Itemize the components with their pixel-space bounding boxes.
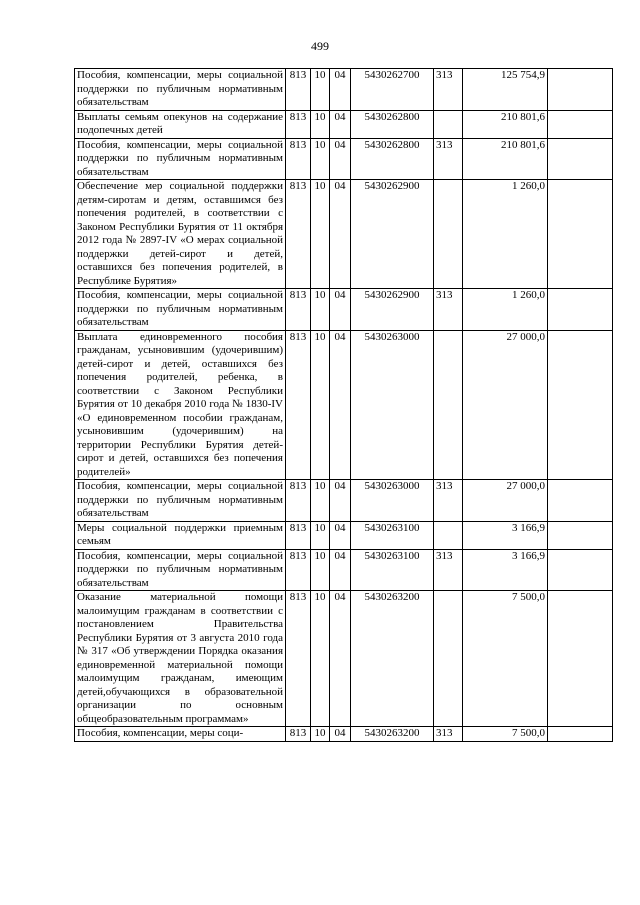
budget-table — [74, 68, 613, 742]
row-name: Выплата единовременного пособия гражданам, усыновившим (удочерившим) детей-сирот и детей, оставшихся без попечения родителей, ребенка, в соответствии с Законом Республики Бурятия от 10 декабря 2010 года № 1830-IV «О единовременном пособии гражданам, усыновившим (удочерившим) на территории Республики Бурятия детей-сирот и детей, оставшихся без попечения родителей» — [75, 330, 286, 480]
row-expense-type: 313 — [434, 69, 463, 111]
row-expense-type: 313 — [434, 727, 463, 742]
row-sum: 210 801,6 — [463, 138, 548, 180]
row-subsection-code: 04 — [330, 180, 351, 289]
row-sum: 27 000,0 — [463, 480, 548, 522]
row-target-article: 5430263000 — [351, 480, 434, 522]
row-section-code: 10 — [311, 727, 330, 742]
row-subsection-code: 04 — [330, 521, 351, 549]
table-row — [75, 69, 613, 111]
row-section-code: 10 — [311, 521, 330, 549]
row-name: Пособия, компенсации, меры социальной поддержки по публичным нормативным обязательствам — [75, 138, 286, 180]
page-number: 499 — [311, 39, 329, 53]
row-target-article: 5430263000 — [351, 330, 434, 480]
row-name: Выплаты семьям опекунов на содержание подопечных детей — [75, 110, 286, 138]
row-expense-type: 313 — [434, 138, 463, 180]
row-empty-cell — [548, 549, 613, 591]
row-empty-cell — [548, 180, 613, 289]
row-ved-code: 813 — [286, 480, 311, 522]
row-empty-cell — [548, 521, 613, 549]
row-empty-cell — [548, 591, 613, 727]
row-target-article: 5430262900 — [351, 289, 434, 331]
row-ved-code: 813 — [286, 289, 311, 331]
row-subsection-code: 04 — [330, 591, 351, 727]
row-subsection-code: 04 — [330, 549, 351, 591]
row-empty-cell — [548, 289, 613, 331]
row-sum: 1 260,0 — [463, 180, 548, 289]
row-target-article: 5430263200 — [351, 591, 434, 727]
row-sum: 210 801,6 — [463, 110, 548, 138]
row-expense-type: 313 — [434, 549, 463, 591]
row-sum: 125 754,9 — [463, 69, 548, 111]
row-section-code: 10 — [311, 330, 330, 480]
row-expense-type — [434, 180, 463, 289]
table-row — [75, 138, 613, 180]
row-ved-code: 813 — [286, 138, 311, 180]
budget-table-body — [75, 69, 613, 742]
row-empty-cell — [548, 110, 613, 138]
row-target-article: 5430262800 — [351, 110, 434, 138]
row-name: Пособия, компенсации, меры социальной поддержки по публичным нормативным обязательствам — [75, 289, 286, 331]
row-empty-cell — [548, 138, 613, 180]
table-row — [75, 180, 613, 289]
row-ved-code: 813 — [286, 549, 311, 591]
row-ved-code: 813 — [286, 727, 311, 742]
row-ved-code: 813 — [286, 330, 311, 480]
row-section-code: 10 — [311, 591, 330, 727]
row-ved-code: 813 — [286, 110, 311, 138]
row-target-article: 5430262900 — [351, 180, 434, 289]
row-target-article: 5430263100 — [351, 549, 434, 591]
row-section-code: 10 — [311, 289, 330, 331]
table-row — [75, 110, 613, 138]
table-row — [75, 521, 613, 549]
row-section-code: 10 — [311, 549, 330, 591]
row-target-article: 5430262700 — [351, 69, 434, 111]
row-empty-cell — [548, 69, 613, 111]
row-subsection-code: 04 — [330, 480, 351, 522]
row-sum: 3 166,9 — [463, 549, 548, 591]
row-expense-type: 313 — [434, 289, 463, 331]
table-row — [75, 591, 613, 727]
table-row — [75, 727, 613, 742]
table-row — [75, 480, 613, 522]
row-sum: 1 260,0 — [463, 289, 548, 331]
row-name: Обеспечение мер социальной поддержки детям-сиротам и детям, оставшимся без попечения родителей, в соответствии с Законом Республики Бурятия от 11 октября 2012 года № 2897-IV «О мерах социальной поддержки детей-сирот и детей, оставшихся без попечения родителей, в Республике Бурятия» — [75, 180, 286, 289]
row-ved-code: 813 — [286, 180, 311, 289]
row-subsection-code: 04 — [330, 138, 351, 180]
row-name: Пособия, компенсации, меры социальной поддержки по публичным нормативным обязательствам — [75, 549, 286, 591]
row-subsection-code: 04 — [330, 289, 351, 331]
row-section-code: 10 — [311, 69, 330, 111]
row-sum: 7 500,0 — [463, 727, 548, 742]
row-expense-type: 313 — [434, 480, 463, 522]
row-sum: 3 166,9 — [463, 521, 548, 549]
row-sum: 7 500,0 — [463, 591, 548, 727]
table-row — [75, 330, 613, 480]
row-section-code: 10 — [311, 480, 330, 522]
row-subsection-code: 04 — [330, 330, 351, 480]
row-empty-cell — [548, 330, 613, 480]
row-empty-cell — [548, 727, 613, 742]
table-row — [75, 549, 613, 591]
row-subsection-code: 04 — [330, 69, 351, 111]
row-empty-cell — [548, 480, 613, 522]
row-target-article: 5430262800 — [351, 138, 434, 180]
row-expense-type — [434, 330, 463, 480]
row-subsection-code: 04 — [330, 110, 351, 138]
row-target-article: 5430263200 — [351, 727, 434, 742]
row-section-code: 10 — [311, 110, 330, 138]
row-name: Пособия, компенсации, меры соци- — [75, 727, 286, 742]
row-name: Меры социальной поддержки приемным семьям — [75, 521, 286, 549]
row-ved-code: 813 — [286, 591, 311, 727]
row-target-article: 5430263100 — [351, 521, 434, 549]
row-expense-type — [434, 521, 463, 549]
row-subsection-code: 04 — [330, 727, 351, 742]
row-section-code: 10 — [311, 138, 330, 180]
row-ved-code: 813 — [286, 69, 311, 111]
row-expense-type — [434, 591, 463, 727]
row-ved-code: 813 — [286, 521, 311, 549]
row-section-code: 10 — [311, 180, 330, 289]
row-name: Оказание материальной помощи малоимущим гражданам в соответствии с постановлением Правительства Республики Бурятия от 3 августа 2010 года № 317 «Об утверждении Порядка оказания единовременной материальной помощи малоимущим гражданам, имеющим детей,обучающихся в образовательной организации по основным общеобразовательным программам» — [75, 591, 286, 727]
row-name: Пособия, компенсации, меры социальной поддержки по публичным нормативным обязательствам — [75, 480, 286, 522]
row-name: Пособия, компенсации, меры социальной поддержки по публичным нормативным обязательствам — [75, 69, 286, 111]
row-expense-type — [434, 110, 463, 138]
table-row — [75, 289, 613, 331]
row-sum: 27 000,0 — [463, 330, 548, 480]
